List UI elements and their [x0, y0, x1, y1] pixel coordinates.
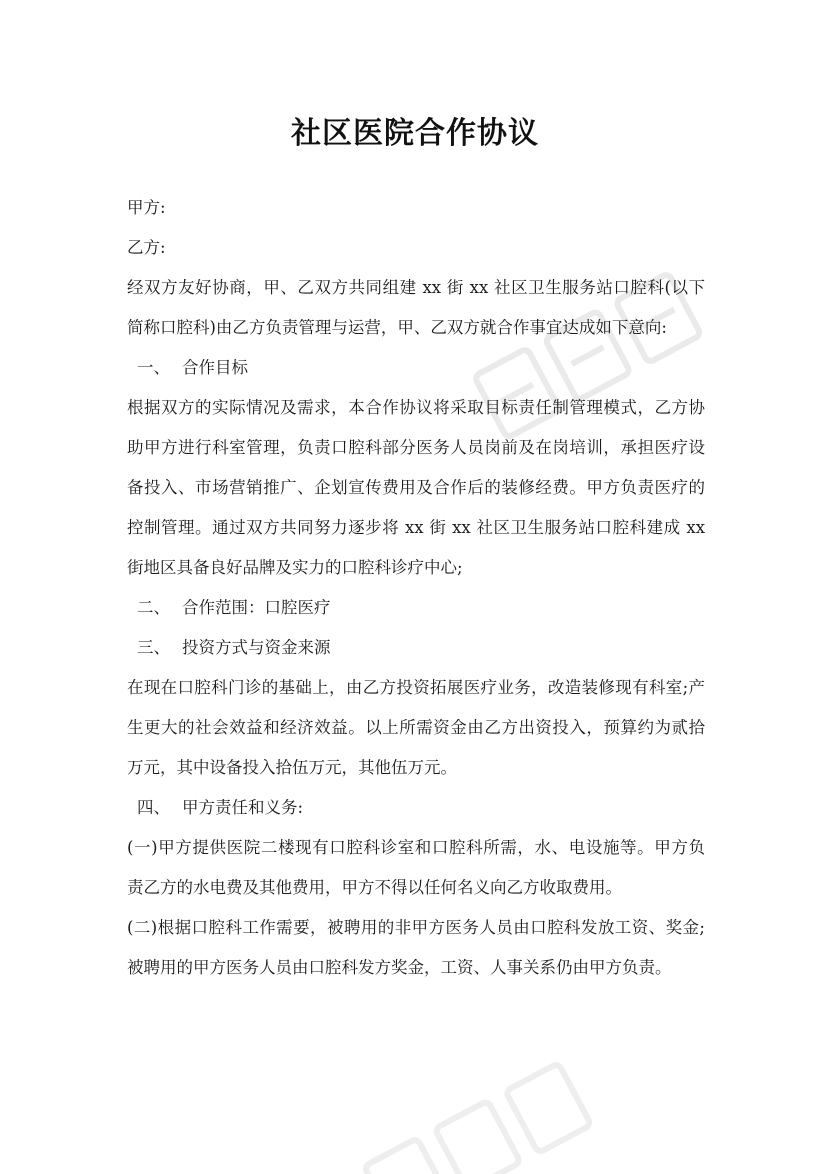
- section-4-item-1-line-2: 责乙方的水电费及其他费用，甲方不得以任何名义向乙方收取费用。: [127, 878, 622, 897]
- section-1-heading: [127, 348, 705, 388]
- watermark-stamp-bottom: [330, 1060, 630, 1174]
- section-3-line-3: 万元，其中设备投入拾伍万元，其他伍万元。: [127, 758, 457, 777]
- section-2-heading: [127, 588, 705, 628]
- intro-line-2: 简称口腔科)由乙方负责管理与运营，甲、乙双方就合作事宜达成如下意向:: [127, 318, 667, 337]
- section-1-line-4: 控制管理。通过双方共同努力逐步将 xx 街 xx 社区卫生服务站口腔科建成 xx: [127, 518, 705, 537]
- section-1-number: 一、: [137, 358, 170, 377]
- section-2-title: 合作范围：口腔医疗: [182, 598, 331, 617]
- document-title: 社区医院合作协议: [291, 116, 539, 151]
- section-3-line-2: 生更大的社会效益和经济效益。以上所需资金由乙方出资投入，预算约为贰拾: [127, 718, 705, 737]
- section-3-heading: [127, 628, 705, 668]
- section-3-title: 投资方式与资金来源: [182, 638, 331, 657]
- section-1-title: 合作目标: [182, 358, 248, 377]
- section-3-line-1: 在现在口腔科门诊的基础上，由乙方投资拓展医疗业务，改造装修现有科室;产: [127, 678, 705, 697]
- section-1-line-2: 助甲方进行科室管理，负责口腔科部分医务人员岗前及在岗培训，承担医疗设: [127, 438, 705, 457]
- section-1-line-5: 街地区具备良好品牌及实力的口腔科诊疗中心;: [127, 558, 463, 577]
- section-4-heading: [127, 788, 705, 828]
- section-1-line-3: 备投入、市场营销推广、企划宣传费用及合作后的装修经费。甲方负责医疗的: [127, 478, 705, 497]
- intro-line-1: 经双方友好协商，甲、乙双方共同组建 xx 街 xx 社区卫生服务站口腔科(以下: [127, 278, 705, 297]
- section-3-number: 三、: [137, 638, 170, 657]
- section-4-item-1-line-1: (一)甲方提供医院二楼现有口腔科诊室和口腔科所需，水、电设施等。甲方负: [127, 838, 705, 857]
- section-4-title: 甲方责任和义务:: [182, 798, 304, 817]
- party-b-label: 乙方:: [127, 238, 166, 257]
- section-4-item-2-line-2: 被聘用的甲方医务人员由口腔科发方奖金，工资、人事关系仍由甲方负责。: [127, 958, 672, 977]
- document-body: [127, 188, 705, 988]
- section-4-item-2-line-1: (二)根据口腔科工作需要，被聘用的非甲方医务人员由口腔科发放工资、奖金;: [127, 918, 705, 937]
- section-2-number: 二、: [137, 598, 170, 617]
- section-1-line-1: 根据双方的实际情况及需求，本合作协议将采取目标责任制管理模式，乙方协: [127, 398, 705, 417]
- party-a-label: 甲方:: [127, 198, 166, 217]
- section-4-number: 四、: [137, 798, 170, 817]
